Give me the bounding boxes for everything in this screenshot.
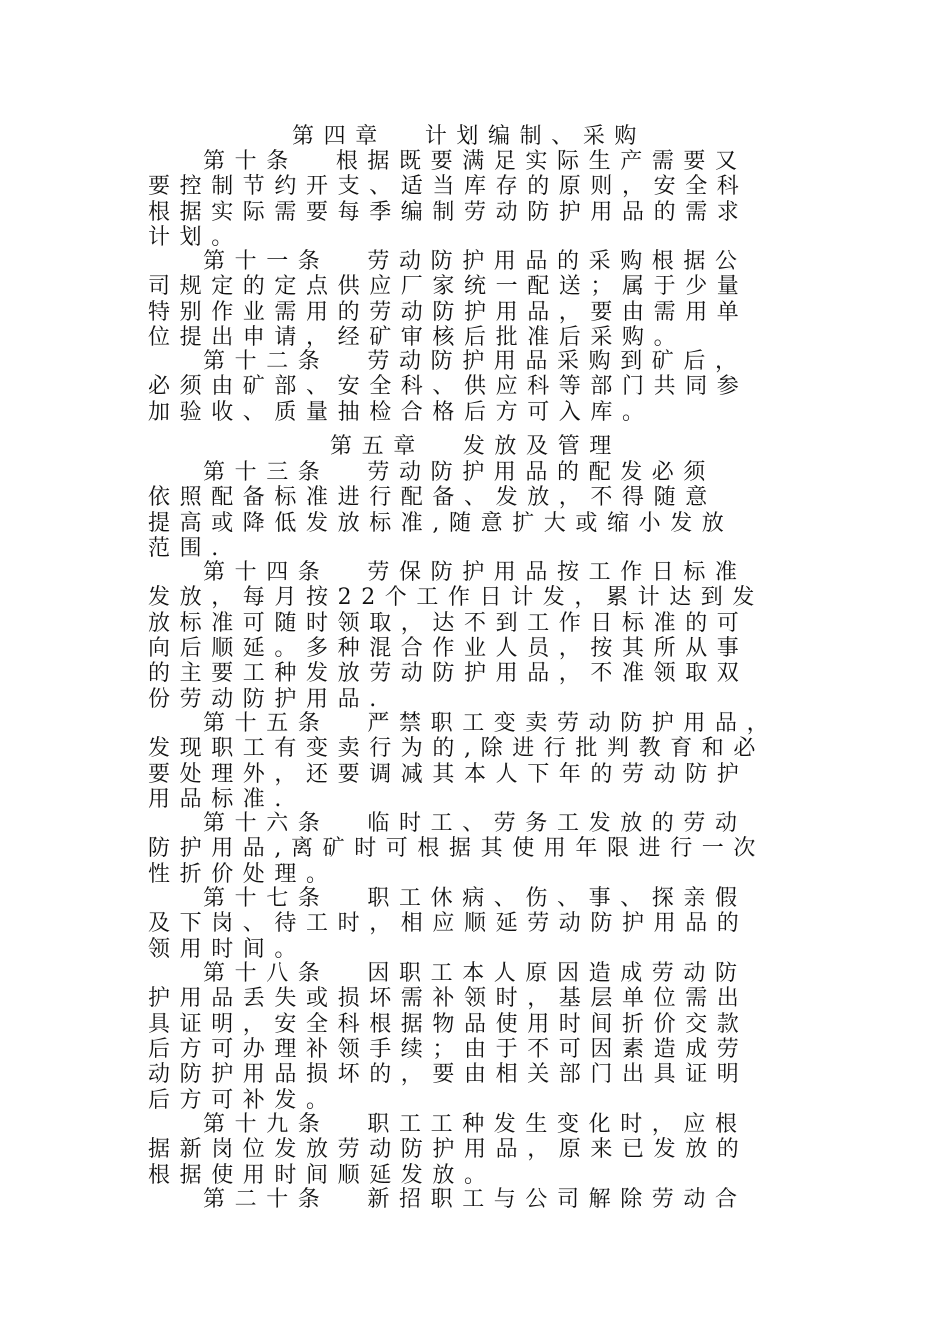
article-line: 防护用品,离矿时可根据其使用年限进行一次	[148, 836, 765, 861]
article-line: 位提出申请，经矿审核后批准后采购。	[148, 325, 686, 350]
article-text: 职工工种发生变化时，应根	[367, 1112, 747, 1137]
chapter-title: 发放及管理	[462, 434, 621, 459]
article-line: 后方可补发。	[148, 1088, 338, 1113]
article-text: 严禁职工变卖劳动防护用品，	[367, 711, 779, 736]
article-text: 劳动防护用品的采购根据公	[367, 249, 747, 274]
article-label: 第十四条	[203, 560, 330, 585]
article-text: 职工休病、伤、事、探亲假	[367, 886, 747, 911]
article-label: 第十五条	[203, 711, 330, 736]
article-line: 发现职工有变卖行为的,除进行批判教育和必	[148, 736, 765, 761]
article-line: 依照配备标准进行配备、发放，不得随意	[148, 485, 717, 510]
article-line: 要控制节约开支、适当库存的原则，安全科	[148, 174, 749, 199]
article-line: 护用品丢失或损坏需补领时，基层单位需出	[148, 986, 749, 1011]
article-line: 必须由矿部、安全科、供应科等部门共同参	[148, 374, 749, 399]
article-text: 临时工、劳务工发放的劳动	[367, 811, 747, 836]
article-text: 因职工本人原因造成劳动防	[367, 961, 747, 986]
article-line: 司规定的定点供应厂家统一配送；属于少量	[148, 274, 749, 299]
article-line: 范围.	[148, 536, 228, 561]
article-line: 根据使用时间顺延发放。	[148, 1163, 496, 1188]
article-line: 要处理外，还要调减其本人下年的劳动防护	[148, 762, 749, 787]
chapter-number: 第四章	[292, 124, 387, 149]
article-line: 加验收、质量抽检合格后方可入库。	[148, 400, 654, 425]
article-line: 计划。	[148, 225, 243, 250]
article-label: 第十九条	[203, 1112, 330, 1137]
article-line: 提高或降低发放标准,随意扩大或缩小发放	[148, 511, 734, 536]
article-line: 及下岗、待工时，相应顺延劳动防护用品的	[148, 911, 749, 936]
article-line: 向后顺延。多种混合作业人员，按其所从事	[148, 636, 749, 661]
article-label: 第十三条	[203, 460, 330, 485]
article-line: 后方可办理补领手续；由于不可因素造成劳	[148, 1037, 749, 1062]
article-text: 新招职工与公司解除劳动合	[367, 1187, 747, 1212]
chapter-title: 计划编制、采购	[424, 124, 647, 149]
article-line: 具证明，安全科根据物品使用时间折价交款	[148, 1012, 749, 1037]
article-line: 发放，每月按22个工作日计发，累计达到发	[148, 585, 764, 610]
article-label: 第十八条	[203, 961, 330, 986]
article-text: 劳动防护用品采购到矿后，	[367, 349, 747, 374]
chapter-number: 第五章	[330, 434, 425, 459]
article-label: 第十六条	[203, 811, 330, 836]
article-first-line	[203, 1184, 863, 1215]
article-line: 份劳动防护用品.	[148, 687, 386, 712]
article-line: 根据实际需要每季编制劳动防护用品的需求	[148, 200, 749, 225]
article-line: 的主要工种发放劳动防护用品，不准领取双	[148, 661, 749, 686]
article-line: 用品标准.	[148, 787, 291, 812]
article-label: 第十二条	[203, 349, 330, 374]
article-label: 第十一条	[203, 249, 330, 274]
article-label: 第十条	[203, 149, 298, 174]
article-line: 动防护用品损坏的，要由相关部门出具证明	[148, 1062, 749, 1087]
article-line: 特别作业需用的劳动防护用品，要由需用单	[148, 300, 749, 325]
article-text: 根据既要满足实际生产需要又	[335, 149, 747, 174]
article-line: 领用时间。	[148, 937, 307, 962]
article-line: 放标准可随时领取，达不到工作日标准的可	[148, 611, 749, 636]
article-line: 据新岗位发放劳动防护用品，原来已发放的	[148, 1137, 749, 1162]
article-text: 劳保防护用品按工作日标准	[367, 560, 747, 585]
article-line: 性折价处理。	[148, 862, 338, 887]
article-label: 第二十条	[203, 1187, 330, 1212]
article-text: 劳动防护用品的配发必须	[367, 460, 716, 485]
article-label: 第十七条	[203, 886, 330, 911]
